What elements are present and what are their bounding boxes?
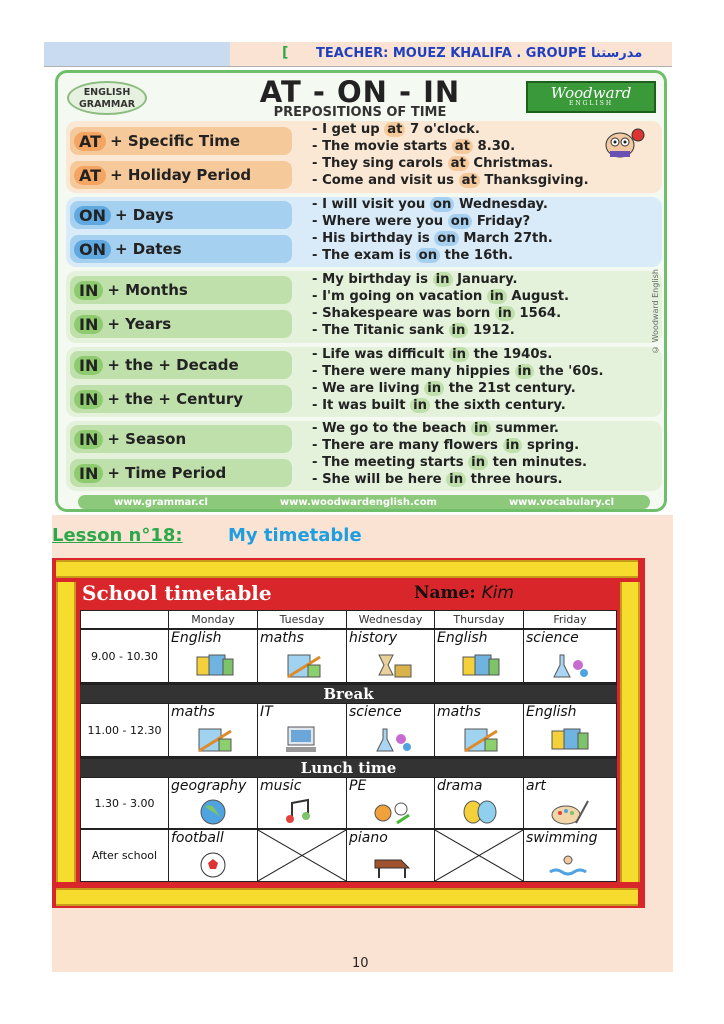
piano-icon: [371, 850, 413, 878]
example-text: - Come and visit us: [312, 173, 459, 188]
preposition-highlight: in: [515, 364, 535, 379]
subject-label: swimming: [526, 830, 598, 846]
subject-cell: [435, 630, 523, 682]
example-text: the sixth century.: [430, 398, 566, 413]
page-number: 10: [352, 956, 369, 971]
subject-cell: [169, 778, 257, 828]
subject-label: PE: [349, 778, 367, 794]
example-text: Thanksgiving.: [479, 173, 589, 188]
example-text: Friday?: [472, 214, 531, 229]
subject-cell: [524, 830, 616, 881]
poster-footer: [78, 495, 650, 509]
rule-at: [70, 127, 292, 155]
preposition-pill: ON: [74, 206, 111, 225]
lesson-number: Lesson n°18:: [52, 525, 183, 546]
example-sentence: [312, 289, 569, 304]
example-text: the 21st century.: [444, 381, 576, 396]
page-header: [44, 42, 672, 67]
example-text: the '60s.: [534, 364, 604, 379]
rule-on: [70, 235, 292, 263]
preposition-highlight: in: [433, 272, 453, 287]
preposition-highlight: in: [495, 306, 515, 321]
rule-in: [70, 425, 292, 453]
maths-icon: [193, 725, 235, 753]
it-icon: [282, 725, 324, 753]
day-header: Tuesday: [258, 611, 346, 628]
subject-cell: [169, 630, 257, 682]
history-icon: [371, 651, 413, 679]
example-sentence: [312, 248, 513, 263]
rule-text: + Holiday Period: [110, 166, 252, 184]
english-icon: [193, 651, 235, 679]
example-text: - We go to the beach: [312, 421, 472, 436]
example-text: - I will visit you: [312, 197, 430, 212]
example-text: 7 o'clock.: [405, 122, 480, 137]
empty-slot: [258, 830, 346, 881]
time-slot: 9.00 - 10.30: [81, 630, 168, 682]
timetable-frame: [52, 558, 645, 908]
preposition-pill: AT: [74, 166, 106, 185]
woodward-logo: Woodward ENGLISH: [526, 81, 656, 113]
maths-icon: [282, 651, 324, 679]
example-text: - Life was difficult: [312, 347, 450, 362]
timetable-title: School timetable: [82, 581, 272, 605]
english-icon: [548, 725, 590, 753]
header-bracket: [: [282, 45, 289, 61]
example-text: August.: [506, 289, 570, 304]
english-icon: [459, 651, 501, 679]
example-text: ten minutes.: [488, 455, 588, 470]
pencil-bottom: [56, 888, 638, 906]
rule-at: [70, 161, 292, 189]
preposition-highlight: on: [434, 231, 458, 246]
subject-label: geography: [171, 778, 247, 794]
art-icon: [548, 797, 590, 825]
timetable-name: Name: Kim: [414, 583, 514, 603]
subject-cell: [169, 704, 257, 756]
subject-cell: [524, 704, 616, 756]
cartoon-character-icon: [596, 125, 646, 165]
break-bar: Break: [80, 685, 617, 703]
example-text: - The exam is: [312, 248, 416, 263]
example-sentence: [312, 438, 579, 453]
subject-cell: [347, 778, 434, 828]
prepositions-poster: [55, 70, 667, 512]
preposition-pill: IN: [74, 356, 103, 375]
example-text: - I'm going on vacation: [312, 289, 487, 304]
example-text: 8.30.: [472, 139, 516, 154]
preposition-pill: IN: [74, 315, 103, 334]
rule-in: [70, 310, 292, 338]
example-text: - She will be here: [312, 472, 447, 487]
example-text: - The meeting starts: [312, 455, 469, 470]
example-text: - My birthday is: [312, 272, 433, 287]
example-text: - They sing carols: [312, 156, 448, 171]
science-icon: [371, 725, 413, 753]
example-sentence: [312, 381, 576, 396]
day-header: Monday: [169, 611, 257, 628]
footer-link: www.vocabulary.cl: [508, 496, 615, 508]
subject-cell: [347, 630, 434, 682]
rule-text: + Time Period: [107, 464, 227, 482]
rule-text: + Dates: [115, 240, 182, 258]
science-icon: [548, 651, 590, 679]
rule-in: [70, 351, 292, 379]
day-header: Wednesday: [347, 611, 434, 628]
swimming-icon: [548, 850, 590, 878]
preposition-highlight: at: [448, 156, 469, 171]
subject-cell: [169, 830, 257, 881]
poster-subtitle: PREPOSITIONS OF TIME: [273, 105, 447, 120]
subject-cell: [347, 704, 434, 756]
example-sentence: [312, 272, 518, 287]
time-slot: 11.00 - 12.30: [81, 704, 168, 756]
pencil-left: [56, 582, 76, 882]
example-text: - Shakespeare was born: [312, 306, 495, 321]
lunch-bar: Lunch time: [80, 759, 617, 777]
example-sentence: [312, 398, 566, 413]
subject-label: art: [526, 778, 546, 794]
example-sentence: [312, 472, 563, 487]
example-sentence: [312, 306, 561, 321]
preposition-highlight: on: [416, 248, 440, 263]
pe-icon: [371, 797, 413, 825]
footer-link: www.grammar.cl: [113, 496, 208, 508]
subject-label: piano: [349, 830, 388, 846]
preposition-pill: IN: [74, 281, 103, 300]
subject-label: English: [171, 630, 222, 646]
footer-link: www.woodwardenglish.com: [279, 496, 437, 508]
example-text: Wednesday.: [454, 197, 548, 212]
example-text: spring.: [522, 438, 580, 453]
example-sentence: [312, 122, 480, 137]
rule-text: + Specific Time: [110, 132, 241, 150]
subject-label: maths: [437, 704, 481, 720]
example-text: March 27th.: [458, 231, 553, 246]
example-text: - I get up: [312, 122, 385, 137]
student-name: Kim: [481, 583, 514, 603]
preposition-highlight: in: [487, 289, 507, 304]
maths-icon: [459, 725, 501, 753]
preposition-highlight: at: [384, 122, 405, 137]
rule-text: + Years: [107, 315, 172, 333]
example-sentence: [312, 156, 553, 171]
rule-in: [70, 385, 292, 413]
time-slot: 1.30 - 3.00: [81, 778, 168, 828]
preposition-highlight: in: [468, 455, 488, 470]
example-text: - His birthday is: [312, 231, 435, 246]
preposition-pill: IN: [74, 430, 103, 449]
subject-label: maths: [171, 704, 215, 720]
example-sentence: [312, 455, 587, 470]
pencil-top: [56, 560, 638, 578]
cross-mark-icon: [258, 830, 346, 881]
example-text: the 16th.: [440, 248, 513, 263]
example-sentence: [312, 139, 515, 154]
subject-cell: [524, 778, 616, 828]
preposition-pill: IN: [74, 464, 103, 483]
subject-label: football: [171, 830, 224, 846]
subject-label: science: [526, 630, 579, 646]
example-sentence: [312, 231, 553, 246]
example-text: summer.: [490, 421, 559, 436]
music-icon: [282, 797, 324, 825]
subject-label: IT: [260, 704, 273, 720]
example-text: - There are many flowers: [312, 438, 503, 453]
day-header: Friday: [524, 611, 616, 628]
rule-on: [70, 201, 292, 229]
subject-label: history: [349, 630, 398, 646]
example-text: - There were many hippies: [312, 364, 515, 379]
lesson-title: My timetable: [228, 525, 362, 546]
subject-cell: [258, 704, 346, 756]
rule-text: + Days: [115, 206, 174, 224]
preposition-highlight: in: [424, 381, 444, 396]
preposition-highlight: at: [459, 173, 480, 188]
subject-label: science: [349, 704, 402, 720]
subject-cell: [435, 778, 523, 828]
english-grammar-badge: ENGLISH GRAMMAR: [67, 81, 147, 115]
header-blue-block: [44, 42, 230, 66]
poster-title: AT - ON - IN: [259, 75, 461, 109]
preposition-highlight: in: [449, 323, 469, 338]
preposition-highlight: in: [503, 438, 523, 453]
example-sentence: [312, 421, 559, 436]
example-sentence: [312, 173, 589, 188]
example-text: - It was built: [312, 398, 411, 413]
example-sentence: [312, 323, 515, 338]
example-text: 1912.: [468, 323, 515, 338]
subject-label: maths: [260, 630, 304, 646]
subject-cell: [258, 778, 346, 828]
rule-in: [70, 459, 292, 487]
example-sentence: [312, 197, 548, 212]
example-text: - Where were you: [312, 214, 448, 229]
subject-label: music: [260, 778, 302, 794]
rule-text: + Months: [107, 281, 188, 299]
cross-mark-icon: [435, 830, 523, 881]
geography-icon: [193, 797, 235, 825]
subject-cell: [435, 704, 523, 756]
preposition-highlight: in: [410, 398, 430, 413]
rule-in: [70, 276, 292, 304]
preposition-highlight: in: [449, 347, 469, 362]
header-teacher: TEACHER: MOUEZ KHALIFA . GROUPE مدرستنا: [316, 46, 643, 61]
football-icon: [193, 850, 235, 878]
preposition-highlight: in: [446, 472, 466, 487]
empty-slot: [435, 830, 523, 881]
example-text: the 1940s.: [469, 347, 553, 362]
preposition-pill: ON: [74, 240, 111, 259]
subject-label: drama: [437, 778, 483, 794]
subject-cell: [258, 630, 346, 682]
rule-text: + the + Century: [107, 390, 244, 408]
timetable-grid: [80, 610, 617, 882]
example-text: Christmas.: [468, 156, 554, 171]
example-text: - The movie starts: [312, 139, 452, 154]
preposition-pill: IN: [74, 390, 103, 409]
time-slot: After school: [81, 830, 168, 881]
preposition-pill: AT: [74, 132, 106, 151]
day-header: Thursday: [435, 611, 523, 628]
example-text: - We are living: [312, 381, 425, 396]
example-text: January.: [452, 272, 518, 287]
example-text: three hours.: [466, 472, 563, 487]
pencil-right: [620, 582, 640, 882]
preposition-highlight: at: [452, 139, 473, 154]
subject-label: English: [437, 630, 488, 646]
drama-icon: [459, 797, 501, 825]
subject-cell: [524, 630, 616, 682]
example-sentence: [312, 364, 604, 379]
example-sentence: [312, 347, 552, 362]
preposition-highlight: on: [448, 214, 472, 229]
preposition-highlight: in: [471, 421, 491, 436]
subject-label: English: [526, 704, 577, 720]
rule-text: + the + Decade: [107, 356, 239, 374]
preposition-highlight: on: [430, 197, 454, 212]
rule-text: + Season: [107, 430, 187, 448]
example-sentence: [312, 214, 530, 229]
header-corner: [81, 611, 168, 628]
example-text: 1564.: [514, 306, 562, 321]
side-credit: © Woodward English: [651, 269, 660, 354]
subject-cell: [347, 830, 434, 881]
example-text: - The Titanic sank: [312, 323, 449, 338]
